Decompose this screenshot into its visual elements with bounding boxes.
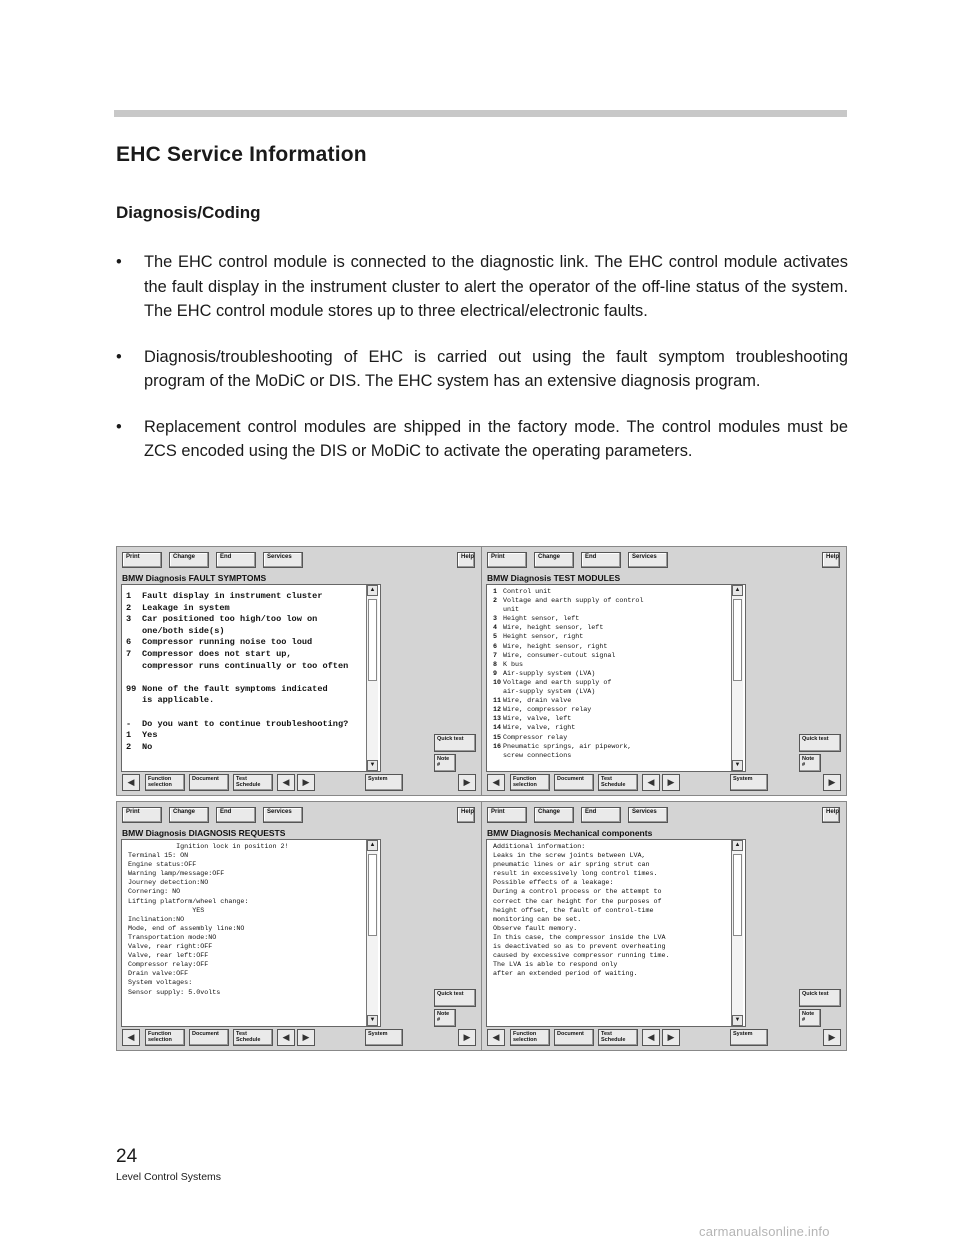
item-number[interactable]: 7 — [493, 651, 498, 660]
next-arrow-icon[interactable]: ▶ — [662, 1029, 680, 1046]
item-number[interactable]: 12 — [493, 706, 502, 715]
back-arrow-icon[interactable]: ◀ — [122, 774, 140, 791]
item-number[interactable]: 3 — [126, 614, 132, 625]
mechanical-components-screen — [481, 801, 847, 1051]
note-button[interactable] — [434, 1009, 456, 1027]
selection-label: selection — [148, 1037, 172, 1043]
document-button[interactable]: Document — [554, 1029, 594, 1046]
item-text: Wire, drain valve — [503, 697, 572, 706]
note-hash: # — [802, 1017, 806, 1023]
list-item: Ignition lock in position 2! — [128, 843, 289, 851]
list-item — [126, 626, 376, 638]
next-arrow-icon[interactable]: ▶ — [297, 774, 315, 791]
help-button[interactable]: Help — [822, 807, 840, 823]
system-button[interactable]: System — [365, 774, 403, 791]
screen-content — [121, 839, 381, 1027]
list-item: monitoring can be set. — [493, 915, 582, 924]
screen-text — [122, 840, 380, 1001]
item-number[interactable]: 2 — [126, 741, 132, 752]
function-selection-button[interactable] — [510, 774, 550, 791]
list-item — [126, 695, 376, 707]
function-selection-button[interactable] — [145, 774, 185, 791]
bullet-text: The EHC control module is connected to the diagnostic link. The EHC control module activates the fault display in the instrument cluster to alert the operator of the off-line status of the system. The EHC control module stores up to three electrical/electronic faults. — [144, 253, 848, 320]
list-item — [493, 697, 739, 706]
item-text: is applicable. — [142, 695, 215, 706]
scrollbar[interactable] — [731, 840, 743, 1026]
note-label: Note — [437, 756, 450, 762]
item-number[interactable]: 15 — [493, 733, 502, 742]
item-number[interactable]: 6 — [493, 642, 498, 651]
item-number[interactable]: 1 — [126, 730, 132, 741]
back-arrow-icon[interactable]: ◀ — [487, 1029, 505, 1046]
list-item — [493, 588, 739, 597]
screen-title: BMW Diagnosis FAULT SYMPTOMS — [122, 573, 267, 583]
prev-arrow-icon[interactable]: ◀ — [277, 1029, 295, 1046]
test-schedule-button[interactable] — [233, 1029, 273, 1046]
bullet-item — [116, 415, 848, 464]
section-subtitle: Diagnosis/Coding — [116, 203, 261, 222]
list-item — [493, 643, 739, 652]
list-item: Possible effects of a leakage: — [493, 879, 614, 888]
list-item — [126, 603, 376, 615]
list-item — [493, 679, 739, 688]
bullet-item — [116, 345, 848, 394]
list-item: Lifting platform/wheel change: — [128, 897, 249, 906]
note-button[interactable] — [799, 1009, 821, 1027]
test-schedule-button[interactable] — [598, 774, 638, 791]
bullet-text: Diagnosis/troubleshooting of EHC is carried out using the fault symptom troubleshooting program of the MoDiC or DIS. The EHC system has an extensive diagnosis program. — [144, 347, 848, 390]
item-number[interactable]: 9 — [493, 669, 498, 678]
item-text: Height sensor, left — [503, 615, 580, 624]
bullet-icon: • — [116, 253, 122, 271]
item-text: Compressor does not start up, — [142, 648, 292, 659]
item-text: air-supply system (LVA) — [503, 688, 596, 697]
bullet-icon: • — [116, 417, 122, 436]
list-item: pneumatic lines or air spring strut can — [493, 861, 650, 870]
list-item: Sensor supply: 5.0volts — [128, 988, 221, 997]
item-number[interactable]: 2 — [126, 602, 132, 613]
footer-text: Level Control Systems — [116, 1171, 222, 1183]
list-item — [493, 597, 739, 606]
bullet-text: Replacement control modules are shipped in the factory mode. The control modules must be ZCS encoded using the DIS or MoDiC to activate the operating parameters. — [144, 417, 848, 460]
item-number[interactable]: 10 — [493, 678, 502, 687]
item-text: Pneumatic springs, air pipework, — [503, 742, 632, 751]
item-text: Yes — [142, 730, 158, 741]
selection-label: selection — [148, 782, 172, 788]
page-number: 24 — [116, 1146, 138, 1167]
note-label: Note — [802, 756, 815, 762]
function-selection-button[interactable] — [510, 1029, 550, 1046]
item-text: Voltage and earth supply of — [503, 678, 612, 687]
scroll-down-icon[interactable]: ▼ — [367, 1015, 378, 1026]
item-text: Height sensor, right — [503, 633, 584, 642]
quick-test-button[interactable]: Quick test — [799, 989, 841, 1007]
list-item — [493, 670, 739, 679]
scrollbar[interactable] — [366, 840, 378, 1026]
change-button[interactable]: Change — [534, 552, 574, 568]
prev-arrow-icon[interactable]: ◀ — [642, 774, 660, 791]
list-item — [493, 752, 739, 761]
next-arrow-icon[interactable]: ▶ — [297, 1029, 315, 1046]
back-arrow-icon[interactable]: ◀ — [487, 774, 505, 791]
scrollbar[interactable] — [731, 585, 743, 771]
print-button[interactable]: Print — [487, 807, 527, 823]
list-item — [126, 719, 376, 731]
list-item — [493, 624, 739, 633]
item-number[interactable]: 2 — [493, 597, 498, 606]
print-button[interactable]: Print — [122, 552, 162, 568]
list-item: Observe fault memory. — [493, 924, 578, 933]
list-item — [493, 688, 739, 697]
item-text: unit — [503, 606, 520, 615]
selection-label: selection — [513, 782, 537, 788]
list-item: Drain valve:OFF — [128, 970, 189, 979]
list-item — [126, 707, 376, 719]
quick-test-button[interactable]: Quick test — [434, 734, 476, 752]
item-text: Wire, consumer-cutout signal — [503, 651, 616, 660]
item-number[interactable]: 8 — [493, 660, 498, 669]
test-schedule-button[interactable] — [598, 1029, 638, 1046]
document-button[interactable]: Document — [189, 1029, 229, 1046]
document-button[interactable]: Document — [189, 774, 229, 791]
test-schedule-button[interactable] — [233, 774, 273, 791]
list-item — [126, 649, 376, 661]
item-text: Compressor running noise too loud — [142, 637, 313, 648]
scroll-thumb[interactable] — [733, 854, 742, 936]
services-button[interactable]: Services — [263, 552, 303, 568]
list-item: Engine status:OFF — [128, 861, 197, 870]
page-title: EHC Service Information — [116, 143, 367, 166]
next-arrow-icon[interactable]: ▶ — [662, 774, 680, 791]
item-number[interactable]: 99 — [126, 683, 137, 694]
item-number[interactable]: 4 — [493, 624, 498, 633]
list-item: correct the car height for the purposes of — [493, 897, 662, 906]
item-text: Wire, height sensor, right — [503, 642, 608, 651]
list-item — [493, 724, 739, 733]
item-text: Leakage in system — [142, 602, 230, 613]
scroll-up-icon[interactable]: ▲ — [732, 840, 743, 851]
list-item: Additional information: — [493, 843, 586, 851]
test-label: Test — [236, 1031, 247, 1037]
watermark: carmanualsonline.info — [699, 1224, 830, 1239]
bullet-icon: • — [116, 347, 122, 366]
fault-symptoms-screen — [116, 546, 482, 796]
change-button[interactable]: Change — [534, 807, 574, 823]
item-text: Wire, compressor relay — [503, 706, 592, 715]
screen-text — [487, 585, 745, 764]
list-item: During a control process or the attempt to — [493, 888, 662, 897]
list-item — [493, 633, 739, 642]
item-number[interactable]: 14 — [493, 724, 502, 733]
list-item: System voltages: — [128, 979, 193, 988]
item-text: Air-supply system (LVA) — [503, 669, 596, 678]
scroll-down-icon[interactable]: ▼ — [732, 760, 743, 771]
test-label: Test — [236, 776, 247, 782]
note-button[interactable] — [799, 754, 821, 772]
item-text: Wire, valve, right — [503, 724, 576, 733]
item-number[interactable]: 1 — [493, 588, 498, 596]
list-item: Cornering: NO — [128, 888, 181, 897]
selection-label: selection — [513, 1037, 537, 1043]
help-button[interactable]: Help — [457, 807, 475, 823]
screen-title: BMW Diagnosis TEST MODULES — [487, 573, 621, 583]
document-button[interactable]: Document — [554, 774, 594, 791]
schedule-label: Schedule — [601, 782, 626, 788]
item-text: compressor runs continually or too often — [142, 660, 349, 671]
list-item: caused by excessive compressor running time. — [493, 952, 670, 961]
item-text: None of the fault symptoms indicated — [142, 683, 328, 694]
services-button[interactable]: Services — [628, 552, 668, 568]
header-rule — [114, 110, 847, 117]
scroll-down-icon[interactable]: ▼ — [367, 760, 378, 771]
list-item: after an extended period of waiting. — [493, 970, 638, 979]
note-hash: # — [437, 762, 441, 768]
end-button[interactable]: End — [581, 807, 621, 823]
list-item — [126, 637, 376, 649]
system-button[interactable]: System — [730, 774, 768, 791]
test-label: Test — [601, 776, 612, 782]
help-button[interactable]: Help — [457, 552, 475, 568]
end-button[interactable]: End — [581, 552, 621, 568]
prev-arrow-icon[interactable]: ◀ — [642, 1029, 660, 1046]
screen-text — [122, 585, 380, 759]
item-text: No — [142, 741, 153, 752]
scroll-down-icon[interactable]: ▼ — [732, 1015, 743, 1026]
list-item: Leaks in the screw joints between LVA, — [493, 852, 646, 861]
item-number[interactable]: 11 — [493, 697, 502, 706]
list-item — [126, 730, 376, 742]
scroll-up-icon[interactable]: ▲ — [367, 585, 378, 596]
system-button[interactable]: System — [730, 1029, 768, 1046]
note-hash: # — [437, 1017, 441, 1023]
list-item — [493, 743, 739, 752]
note-button[interactable] — [434, 754, 456, 772]
forward-arrow-icon[interactable]: ▶ — [823, 774, 841, 791]
list-item — [493, 706, 739, 715]
forward-arrow-icon[interactable]: ▶ — [458, 1029, 476, 1046]
list-item — [126, 684, 376, 696]
print-button[interactable]: Print — [487, 552, 527, 568]
end-button[interactable]: End — [216, 552, 256, 568]
scroll-thumb[interactable] — [368, 599, 377, 681]
screen-content — [121, 584, 381, 772]
screen-content — [486, 839, 746, 1027]
end-button[interactable]: End — [216, 807, 256, 823]
item-number[interactable]: 6 — [126, 637, 132, 648]
note-label: Note — [437, 1011, 450, 1017]
bullet-list — [116, 250, 848, 485]
list-item — [493, 715, 739, 724]
item-number[interactable]: 5 — [493, 633, 498, 642]
list-item: Transportation mode:NO — [128, 933, 217, 942]
change-button[interactable]: Change — [169, 552, 209, 568]
services-button[interactable]: Services — [628, 807, 668, 823]
bullet-item — [116, 250, 848, 324]
item-number[interactable]: 3 — [493, 615, 498, 624]
prev-arrow-icon[interactable]: ◀ — [277, 774, 295, 791]
list-item — [126, 614, 376, 626]
scroll-thumb[interactable] — [368, 854, 377, 936]
scroll-thumb[interactable] — [733, 599, 742, 681]
list-item — [493, 606, 739, 615]
item-number[interactable]: 13 — [493, 715, 502, 724]
list-item: height offset, the fault of control-time — [493, 906, 654, 915]
item-number[interactable]: 7 — [126, 648, 132, 659]
schedule-label: Schedule — [236, 1037, 261, 1043]
screen-text — [487, 840, 745, 982]
forward-arrow-icon[interactable]: ▶ — [823, 1029, 841, 1046]
list-item — [126, 591, 376, 603]
list-item: Valve, rear left:OFF — [128, 952, 209, 961]
item-number[interactable]: 16 — [493, 742, 502, 751]
quick-test-button[interactable]: Quick test — [799, 734, 841, 752]
function-label: Function — [513, 1031, 537, 1037]
schedule-label: Schedule — [236, 782, 261, 788]
list-item: Valve, rear right:OFF — [128, 943, 213, 952]
item-text: one/both side(s) — [142, 625, 225, 636]
item-text: Control unit — [503, 588, 552, 596]
list-item: Terminal 15: ON — [128, 852, 189, 861]
item-text: Fault display in instrument cluster — [142, 591, 323, 601]
function-selection-button[interactable] — [145, 1029, 185, 1046]
item-text: K bus — [503, 660, 524, 669]
scroll-up-icon[interactable]: ▲ — [732, 585, 743, 596]
diagnosis-requests-screen — [116, 801, 482, 1051]
screen-title: BMW Diagnosis DIAGNOSIS REQUESTS — [122, 828, 286, 838]
item-text: Voltage and earth supply of control — [503, 597, 644, 606]
services-button[interactable]: Services — [263, 807, 303, 823]
change-button[interactable]: Change — [169, 807, 209, 823]
note-hash: # — [802, 762, 806, 768]
note-label: Note — [802, 1011, 815, 1017]
item-text: screw connections — [503, 751, 572, 760]
schedule-label: Schedule — [601, 1037, 626, 1043]
item-text: Wire, valve, left — [503, 715, 572, 724]
function-label: Function — [148, 776, 172, 782]
item-number[interactable]: 1 — [126, 591, 132, 601]
list-item: Journey detection:NO — [128, 879, 209, 888]
list-item — [126, 672, 376, 684]
list-item: YES — [128, 906, 205, 915]
list-item — [493, 615, 739, 624]
system-button[interactable]: System — [365, 1029, 403, 1046]
list-item — [493, 661, 739, 670]
screen-content — [486, 584, 746, 772]
print-button[interactable]: Print — [122, 807, 162, 823]
list-item — [493, 734, 739, 743]
screen-title: BMW Diagnosis Mechanical components — [487, 828, 653, 838]
list-item: Warning lamp/message:OFF — [128, 870, 225, 879]
function-label: Function — [148, 1031, 172, 1037]
item-text: Do you want to continue troubleshooting? — [142, 718, 349, 729]
list-item — [126, 661, 376, 673]
test-modules-screen — [481, 546, 847, 796]
test-label: Test — [601, 1031, 612, 1037]
list-item: In this case, the compressor inside the LVA — [493, 933, 666, 942]
list-item: Inclination:NO — [128, 915, 185, 924]
item-number[interactable]: - — [126, 718, 132, 729]
item-text: Car positioned too high/too low on — [142, 614, 318, 625]
back-arrow-icon[interactable]: ◀ — [122, 1029, 140, 1046]
list-item: result in excessively long control times. — [493, 870, 658, 879]
scroll-up-icon[interactable]: ▲ — [367, 840, 378, 851]
quick-test-button[interactable]: Quick test — [434, 989, 476, 1007]
function-label: Function — [513, 776, 537, 782]
scrollbar[interactable] — [366, 585, 378, 771]
list-item: Compressor relay:OFF — [128, 961, 209, 970]
item-text: Wire, height sensor, left — [503, 624, 604, 633]
item-text: Compressor relay — [503, 733, 568, 742]
help-button[interactable]: Help — [822, 552, 840, 568]
list-item: The LVA is able to respond only — [493, 961, 618, 970]
list-item — [493, 652, 739, 661]
forward-arrow-icon[interactable]: ▶ — [458, 774, 476, 791]
list-item: is deactivated so as to prevent overheating — [493, 943, 666, 952]
list-item: Mode, end of assembly line:NO — [128, 924, 245, 933]
list-item — [126, 742, 376, 754]
